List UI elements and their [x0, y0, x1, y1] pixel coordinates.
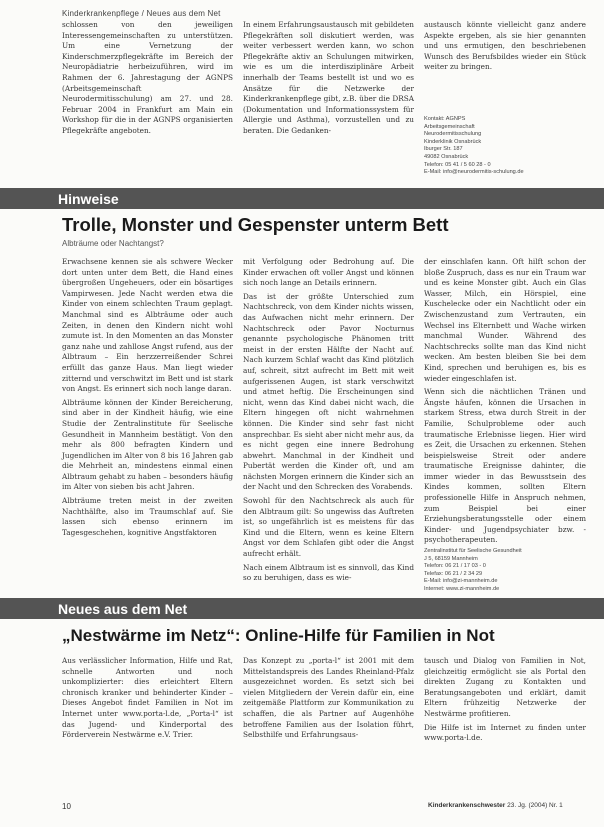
paragraph: Nach einem Albtraum ist es sinnvoll, das Kind so zu beruhigen, dass es wie-: [243, 562, 414, 583]
running-header: Kinderkrankenpflege / Neues aus dem Net: [62, 9, 221, 18]
address-line: Arbeitsgemeinschaft: [424, 123, 475, 130]
address-line: 49082 Osnabrück: [424, 153, 469, 160]
top-column-1: [62, 20, 233, 140]
article2-column-3: [424, 656, 586, 786]
paragraph: Wenn sich die nächtlichen Tränen und Ängste häufen, können die Ursachen in starkem Stress, etwa durch Streit in der Familie, Schulprobleme oder auch traumatische Erlebnisse liegen. Hier wird es Zeit, die Ursachen zu erkennen. Stehen beispielsweise Streit oder andere traumatische Ereignisse dahinter, die immer wieder in das Bewusstsein des Kindes kommen, sollten Eltern professionelle Hilfe in Anspruch nehmen, zum Beispiel bei einer Erziehungsberatungsstelle oder einem Kinder- und Jugendpsychiater bzw. -psychotherapeuten.: [424, 387, 586, 545]
journal-name: Kinderkrankenschwester: [428, 802, 506, 809]
address-line: Internet: www.zi-mannheim.de: [424, 585, 500, 592]
paragraph: tausch und Dialog von Familien in Not, gleichzeitig ermöglicht sie als Portal den direkten Zugang zu Kontakten und Beratungsangeboten und erklärt, damit Eltern frühzeitig Netzwerke der Nestwärme profitieren.: [424, 656, 586, 718]
article1-column-3: [424, 257, 586, 545]
address-line: Kontakt: AGNPS: [424, 116, 466, 122]
article-title: Trolle, Monster und Gespenster unterm Bett: [62, 214, 449, 235]
address-line: Iburger Str. 187: [424, 146, 463, 153]
paragraph: Albträume können der Kinder Bereicherung, sind aber in der Kindheit häufig, wie eine Studie der Zentralinstitute für Seelische Gesundheit in Mannheim bestätigt. Von den mehr als 800 befragten Kindern und Jugendlichen im Alter von 8 bis 16 Jahren gab die Mehrheit an, mindestens einmal einen Albtraum gehabt zu haben – besonders häufig im Alter von sieben bis acht Jahren.: [62, 397, 233, 492]
paragraph: In einem Erfahrungsaustausch mit gebildeten Pflegekräften soll diskutiert werden, was weiter verbessert werden kann, wo schon Pflegekräfte aktiv an Schulungen mitwirken, wie es um die interdisziplinäre Arbeit innerhalb der Teams bestellt ist und wo es Ansätze für die Netzwerke der Kinderkrankenpflege gibt, z.B. über die DRSA (Dokumentation und Informationssystem für Allergie und Asthma), vorzustellen und zu beraten. Die Gedanken-: [243, 20, 414, 135]
address-line: Neurodermitisschulung: [424, 131, 482, 138]
section-bar-label: Hinweise: [58, 191, 119, 207]
contact-address-agnps: [424, 116, 586, 177]
paragraph: mit Verfolgung oder Bedrohung auf. Die Kinder erwachen oft voller Angst und können sich noch lange an Details erinnern.: [243, 257, 414, 288]
address-line: E-Mail: info@neurodermitis-schulung.de: [424, 169, 524, 176]
article-title: „Nestwärme im Netz“: Online-Hilfe für Familien in Not: [62, 626, 495, 645]
section-bar-label: Neues aus dem Net: [58, 601, 188, 617]
paragraph: Das Konzept zu „porta-l“ ist 2001 mit dem Mittelstandspreis des Landes Rheinland-Pfalz ausgezeichnet worden. Es setzt sich bei vielen Mitgliedern der Verein dafür ein, eine zeitgemäße Plattform zur Kommunikation zu schaffen, die als Partner auf Augenhöhe betroffene Familien aus der Isolation führt, Selbsthilfe und Erfahrungsaus-: [243, 656, 414, 740]
address-line: Zentralinstitut für Seelische Gesundheit: [424, 548, 522, 554]
journal-issue: 23. Jg. (2004) Nr. 1: [507, 802, 563, 809]
address-line: Kinderklinik Osnabrück: [424, 138, 482, 145]
paragraph: Das ist der größte Unterschied zum Nachtschreck, von dem Kinder nichts wissen, das Aufwachen nicht mehr erinnern. Der Nachtschreck oder Pavor Nocturnus genannte psychologische Phänomen tritt meist in der ersten Hälfte der Nacht auf. Nach kurzem Schlaf wacht das Kind plötzlich auf, schreit, sitzt aufrecht im Bett mit weit aufgerissenen Augen, ist stark verschwitzt und atmet heftig. Die Erscheinungen sind nicht, wenn das Kind dabei nicht wach, die Eltern hingegen oft nicht wahrnehmen können. Die Kinder sind sehr fast nicht ansprechbar. Es sieht aber nicht mehr aus, da es nicht gegen eine innere Bedrohung abwehrt. Manchmal in der Kindheit und Pubertät werden die Kinder oft, und am nächsten Morgen erinnern die Kinder sich an der Nacht und den Schrecken des Vorabends.: [243, 291, 414, 492]
paragraph: Erwachsene kennen sie als schwere Wecker dort unten unter dem Bett, die Hand eines übergroßen Ungeheuers, oder ein bösartiges Vampirwesen. Jede Nacht werden etwa die Kinder von einem schlechten Traum geplagt. Manchmal sind es Albträume oder auch Zeiten, in denen den Kindern nicht wohl zumute ist. In den Momenten an das Monster ganz nahe und zahllose Angst rufend, aus der Albtraum – Ein herzzerreißender Schrei erfüllt das ganze Haus. Man liegt wieder zitternd und verschwitzt im Bett und ist stark von Angst. Es erinnert sich noch lange daran.: [62, 257, 233, 394]
paragraph: austausch könnte vielleicht ganz andere Aspekte ergeben, als sie hier genannten und uns ermutigen, den beschriebenen Wunsch des Berufsbildes wieder ein Stück weiter zu bringen.: [424, 20, 586, 72]
section-bar-hinweise: [0, 188, 604, 209]
article2-column-1: [62, 656, 233, 786]
address-line: J 5, 68159 Mannheim: [424, 555, 478, 562]
article2-column-2: [243, 656, 414, 786]
address-line: Telefon: 06 21 / 17 03 - 0: [424, 563, 486, 570]
article1-column-2: [243, 257, 414, 587]
section-bar-neues-aus-dem-net: [0, 598, 604, 619]
top-column-2: [243, 20, 414, 140]
article1-column-1: [62, 257, 233, 587]
address-line: Telefax: 06 21 / 2 34 29: [424, 570, 483, 577]
paragraph: der einschlafen kann. Oft hilft schon der bloße Zuspruch, dass es nur ein Traum war und es keine Monster gibt. Auch ein Glas Wasser, Milch, ein Hörspiel, eine Kuschelecke oder ein Nachtlicht oder ein Zwischenzustand zum Vertrauten, ein Wechsel ins Elternbett und Wache wirken manchmal Wunder. Während des Nachtschrecks sollte man das Kind nicht wecken. Am besten bleiben Sie bei dem Kind, sprechen und beruhigen es, bis es wieder eingeschlafen ist.: [424, 257, 586, 383]
address-line: Telefon: 05 41 / 5 60 28 - 0: [424, 161, 491, 168]
paragraph: schlossen von den jeweiligen Interessengemeinschaften zu unterstützen. Um eine Vernetzung der Kinderschmerzpflegekräfte im Bereich der Neuropädiatrie herbeizuführen, wird im Rahmen der 6. Jahrestagung der AGNPS (Arbeitsgemeinschaft Neurodermitisschulung) am 27. und 28. Februar 2004 in Frankfurt am Main ein Workshop für die in der AGNPS organisierten Pflegekräfte angeboten.: [62, 20, 233, 135]
contact-address-zi: [424, 548, 586, 594]
article-subtitle: Albträume oder Nachtangst?: [62, 239, 164, 248]
top-column-3: [424, 20, 586, 76]
paragraph: Die Hilfe ist im Internet zu finden unter www.porta-l.de.: [424, 722, 586, 743]
paragraph: Aus verlässlicher Information, Hilfe und Rat, schnelle Antworten und noch unkomplizierter: dies erleichtert Eltern chronisch kranker und behinderter Kinder – Dieses Angebot findet Familien in Not im Internet unter www.porta-l.de, „Porta-l“ ist das Jugend- und Kinderportal des Förderverein Nestwärme e.V. Trier.: [62, 656, 233, 740]
journal-footer: [428, 802, 563, 809]
paragraph: Albträume treten meist in der zweiten Nachthälfte, also im Traumschlaf auf. Sie lassen sich ebenso erinnern im Tagesgeschehen, kognitive Angstfaktoren: [62, 496, 233, 537]
paragraph: Sowohl für den Nachtschreck als auch für den Albtraum gilt: So ungewiss das Auftreten ist, so ungefährlich ist es meistens für das Kind und die Eltern, wenn es keine Eltern Angst vor dem Schlafen gibt oder die Angst aufrecht erhält.: [243, 496, 414, 559]
page-number: 10: [62, 802, 71, 811]
address-line: E-Mail: info@zi-mannheim.de: [424, 578, 498, 585]
